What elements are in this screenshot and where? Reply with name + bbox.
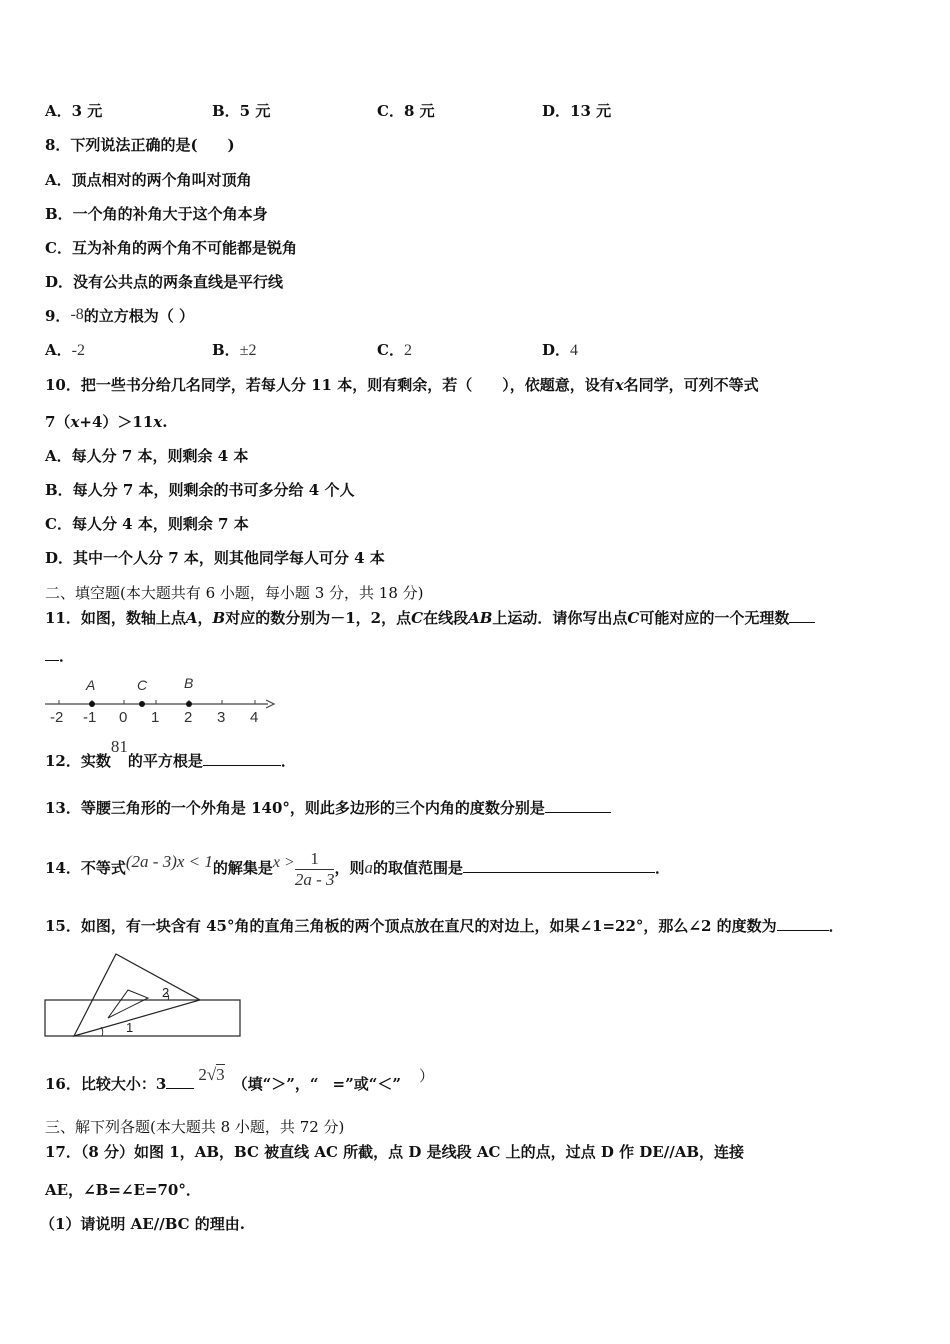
q17-line1: 17．（8 分）如图 1，AB，BC 被直线 AC 所截，点 D 是线段 AC 上的点，过点 D 作 DE//AB，连接 xyxy=(45,1143,745,1161)
q9-option-d-value: 4 xyxy=(570,342,579,359)
q15-answer-blank[interactable] xyxy=(777,916,829,931)
q9-option-c xyxy=(377,340,412,361)
ruler xyxy=(45,1000,240,1036)
point-c-label: C xyxy=(137,677,148,693)
q11-point-c-2: C xyxy=(627,609,640,627)
q16-hint-c: ） xyxy=(419,1067,435,1085)
q14-fraction-numerator: 1 xyxy=(295,849,335,870)
q14-inequality: (2a - 3)x < 1 xyxy=(125,852,213,871)
q15-stem xyxy=(45,916,844,936)
q12-text-pre: 12．实数 xyxy=(45,752,111,770)
q14-text-mid: 的解集是 xyxy=(212,859,273,877)
q17-line2: AE，∠B=∠E=70°． xyxy=(45,1181,201,1199)
q10-line1-text-a: 10．把一些书分给几名同学，若每人分 11 本，则有剩余，若（ ），依题意，设有 xyxy=(45,376,615,394)
q10-line2-text-c: . xyxy=(162,413,168,431)
q9-option-c-label: C． xyxy=(377,341,404,359)
q11-answer-blank-cont[interactable] xyxy=(45,646,59,661)
tick-label: -1 xyxy=(83,709,97,726)
tick-label: 4 xyxy=(250,709,259,726)
tick-label: -2 xyxy=(50,709,64,726)
q13-stem xyxy=(45,798,611,818)
tick-label: 2 xyxy=(184,709,193,726)
q12-tail: ． xyxy=(280,752,296,770)
q10-line2-text-a: 7（ xyxy=(45,413,71,431)
q12-answer-blank[interactable] xyxy=(203,751,281,766)
q16-hint-b: =”或“＜” xyxy=(332,1075,401,1093)
q11-text-6: 可能对应的一个无理数 xyxy=(639,609,790,627)
q13-text: 13．等腰三角形的一个外角是 140°，则此多边形的三个内角的度数分别是 xyxy=(45,799,545,817)
tick-label: 0 xyxy=(119,709,128,726)
q9-option-b-label: B． xyxy=(212,341,240,359)
q9-stem-tail: 的立方根为（ ） xyxy=(83,307,194,325)
q14-text-post-a: ，则 xyxy=(334,859,365,877)
q9-option-b-value: ±2 xyxy=(239,342,257,359)
q17-sub1: （1）请说明 AE//BC 的理由. xyxy=(40,1215,246,1233)
section2-title: 二、填空题(本大题共有 6 小题，每小题 3 分，共 18 分) xyxy=(45,584,424,602)
q9-option-d xyxy=(542,340,578,361)
q10-option-d: D．其中一个人分 7 本，则其他同学每人可分 4 本 xyxy=(45,549,385,567)
q16-rhs xyxy=(198,1065,224,1084)
section3-title: 三、解下列各题(本大题共 8 小题，共 72 分) xyxy=(45,1118,345,1136)
point-b-dot xyxy=(186,701,192,707)
q7-option-a: A．3 元 xyxy=(45,102,103,120)
q11-text-3: 对应的数分别为－1，2，点 xyxy=(225,609,412,627)
angle-1-label: 1 xyxy=(126,1020,134,1035)
point-b-label: B xyxy=(184,675,194,691)
q11-stem-cont xyxy=(45,646,74,666)
q11-text-5: 上运动．请你写出点 xyxy=(492,609,628,627)
q11-point-b: B xyxy=(212,609,226,627)
number-line-figure xyxy=(40,672,280,728)
q9-stem xyxy=(45,306,194,327)
ruler-triangle-figure xyxy=(44,950,244,1040)
q9-option-a-value: -2 xyxy=(71,342,85,359)
q16-hint-a: （填“＞”，“ xyxy=(232,1075,319,1093)
q9-radicand: -8 xyxy=(70,306,84,323)
q13-answer-blank[interactable] xyxy=(545,798,611,813)
tick-label: 3 xyxy=(217,709,226,726)
q10-line2-var-x2: x xyxy=(153,413,163,431)
q16-rhs-coefficient: 2 xyxy=(198,1065,207,1084)
q14-solution-fraction xyxy=(295,849,335,890)
q15-text: 15．如图，有一块含有 45°角的直角三角板的两个顶点放在直尺的对边上，如果∠1=22°，那么∠2 的度数为 xyxy=(45,917,777,935)
q14-text-post-b: 的取值范围是 xyxy=(373,859,464,877)
q9-option-b xyxy=(212,340,256,361)
q12-text-post: 的平方根是 xyxy=(127,752,203,770)
q10-line1-text-b: 名同学，可列不等式 xyxy=(623,376,759,394)
q7-option-d: D．13 元 xyxy=(542,102,612,120)
q16-stem xyxy=(45,1066,434,1102)
q14-stem xyxy=(45,846,670,890)
point-c-dot xyxy=(139,701,145,707)
q7-option-b: B．5 元 xyxy=(212,102,271,120)
q10-stem-line1 xyxy=(45,375,759,395)
q9-option-a-label: A． xyxy=(45,341,72,359)
q11-answer-blank[interactable] xyxy=(789,608,815,623)
set-square-inner xyxy=(108,990,148,1018)
q11-segment-ab: AB xyxy=(468,609,493,627)
q10-option-c: C．每人分 4 本，则剩余 7 本 xyxy=(45,515,249,533)
q8-option-c: C．互为补角的两个角不可能都是锐角 xyxy=(45,239,297,257)
q11-text-2: ， xyxy=(197,609,213,627)
q8-stem: 8．下列说法正确的是( ) xyxy=(45,136,235,154)
q10-option-a: A．每人分 7 本，则剩余 4 本 xyxy=(45,447,249,465)
sqrt-symbol: √ xyxy=(206,1065,217,1084)
q16-answer-blank[interactable] xyxy=(166,1074,194,1089)
q14-solution-left: x > xyxy=(272,854,295,871)
q12-value: 81 xyxy=(110,737,128,756)
q10-stem-line2 xyxy=(45,412,167,432)
angle-2-label: 2 xyxy=(162,985,170,1000)
q10-option-b: B．每人分 7 本，则剩余的书可多分给 4 个人 xyxy=(45,481,355,499)
q9-option-d-label: D． xyxy=(542,341,571,359)
q11-text-1: 11．如图，数轴上点 xyxy=(45,609,186,627)
q14-fraction-denominator: 2a - 3 xyxy=(294,869,335,889)
q16-text-pre: 16．比较大小：3 xyxy=(45,1075,167,1093)
q10-line2-text-b: +4）＞11 xyxy=(79,413,154,431)
point-a-label: A xyxy=(86,677,96,693)
q10-line2-var-x: x xyxy=(70,413,80,431)
tick-label: 1 xyxy=(151,709,160,726)
q11-point-c: C xyxy=(411,609,424,627)
q14-tail: ． xyxy=(655,859,671,877)
q7-option-c: C．8 元 xyxy=(377,102,435,120)
q9-option-a xyxy=(45,340,85,361)
q14-text-pre: 14．不等式 xyxy=(45,859,126,877)
q14-answer-blank[interactable] xyxy=(463,858,655,873)
q11-point-a: A xyxy=(185,609,198,627)
q14-var-a: a xyxy=(364,858,373,877)
q8-option-a: A．顶点相对的两个角叫对顶角 xyxy=(45,171,252,189)
q11-stem xyxy=(45,608,815,628)
q12-stem xyxy=(45,737,296,771)
q10-var-x: x xyxy=(614,376,624,394)
q9-number: 9． xyxy=(45,307,71,325)
q8-option-b: B．一个角的补角大于这个角本身 xyxy=(45,205,268,223)
q8-option-d: D．没有公共点的两条直线是平行线 xyxy=(45,273,284,291)
q9-option-c-value: 2 xyxy=(403,342,412,359)
q11-text-4: 在线段 xyxy=(423,609,469,627)
point-a-dot xyxy=(89,701,95,707)
q16-rhs-radicand: 3 xyxy=(216,1065,225,1084)
q15-tail: ． xyxy=(828,917,844,935)
q11-tail: ． xyxy=(59,647,75,665)
set-square-outer xyxy=(74,954,200,1036)
